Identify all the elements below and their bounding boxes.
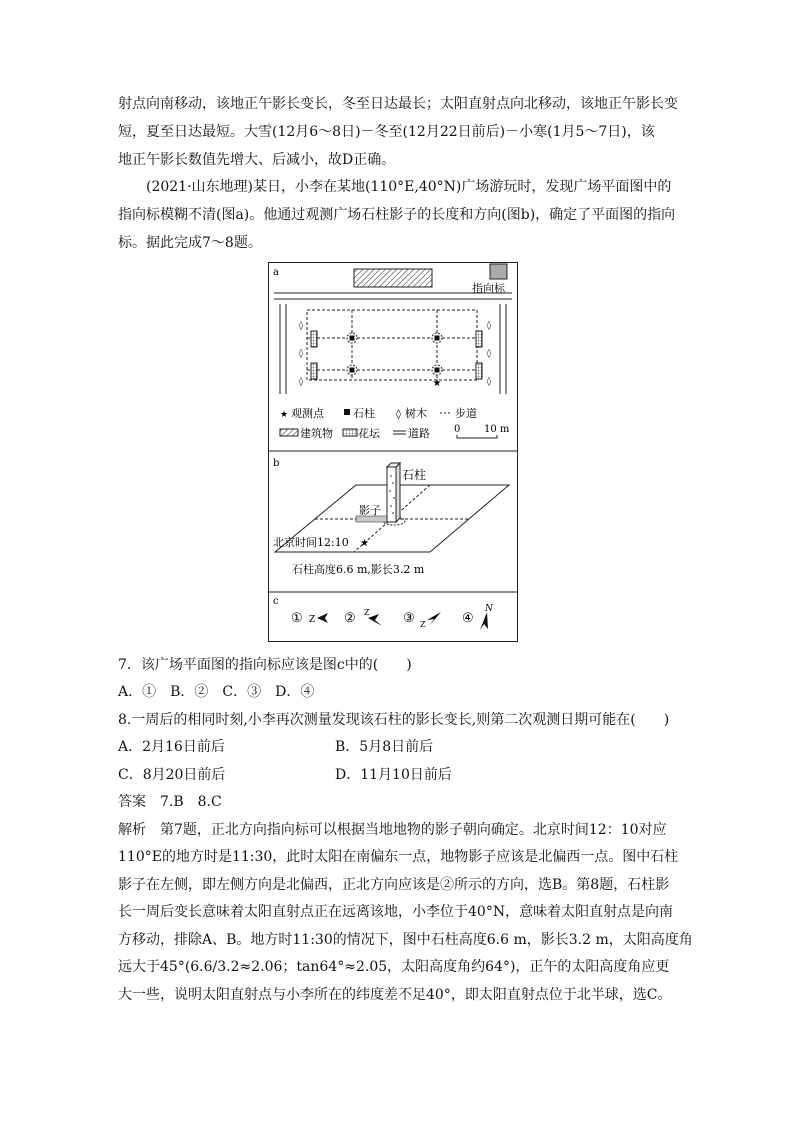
- tree-icon: ◊: [396, 409, 401, 420]
- tree-icon: ◊: [298, 377, 304, 387]
- pointer-label: 指向标: [472, 282, 505, 295]
- observe-point-icon: ★: [432, 378, 442, 389]
- option-1: ①: [291, 611, 303, 626]
- flower-bed: [476, 363, 482, 379]
- panel-a-label: a: [273, 267, 279, 278]
- tree-icon: ◊: [486, 321, 492, 331]
- pillar-label: 石柱: [402, 468, 427, 482]
- pillar: [432, 333, 442, 343]
- analysis-line: 方移动，排除A、B。地方时11:30的情况下，图中石柱高度6.6 m，影长3.2 m，太阳高度角: [118, 932, 693, 948]
- time-label: 北京时间12:10: [273, 536, 349, 549]
- analysis-line: 影子在左侧，即左侧方向是北偏西，正北方向应该是②所示的方向，选B。第8题，石柱影: [118, 877, 670, 893]
- text-line: 标。据此完成7～8题。: [118, 235, 262, 251]
- pillar: [347, 365, 357, 375]
- legend-pillar: 石柱: [353, 407, 375, 420]
- flower-bed: [311, 363, 317, 379]
- text-line: 短，夏至日达最短。大雪(12月6～8日)－冬至(12月22日前后)－小寒(1月5～7日)，该: [118, 124, 655, 140]
- analysis-line: 解析 第7题，正北方向指向标可以根据当地地物的影子朝向确定。北京时间12：10对应: [118, 822, 667, 838]
- text-line: 射点向南移动，该地正午影长变长，冬至日达最长；太阳直射点向北移动，该地正午影长变: [118, 96, 678, 112]
- shadow-label: 影子: [359, 504, 381, 517]
- question-8-option-c: C．8月20日前后: [118, 767, 226, 783]
- svg-text:Z: Z: [309, 615, 316, 625]
- text-line: 地正午影长数值先增大、后减小，故D正确。: [118, 152, 396, 168]
- legend-walk: 步道: [455, 407, 477, 420]
- text-line: (2021·山东地理)某日，小李在某地(110°E,40°N)广场游玩时，发现广场平面图中的: [146, 179, 672, 195]
- pillar-3d: [387, 467, 396, 522]
- north-letter: N: [485, 604, 493, 614]
- caption: 石柱高度6.6 m,影长3.2 m: [292, 563, 425, 576]
- pillar: [432, 365, 442, 375]
- option-2: ②: [344, 611, 356, 626]
- legend-road: 道路: [408, 427, 430, 440]
- analysis-line: 110°E的地方时是11:30，此时太阳在南偏东一点，地物影子应该是北偏西一点。图中石柱: [118, 849, 679, 865]
- svg-text:Z: Z: [420, 620, 426, 629]
- pillar-icon: [344, 409, 350, 415]
- tree-icon: ◊: [486, 349, 492, 359]
- panel-b-label: b: [273, 458, 280, 469]
- svg-text:Z: Z: [364, 608, 370, 617]
- pillar: [347, 333, 357, 343]
- question-8-option-a: A．2月16日前后: [118, 739, 225, 755]
- question-8-option-b: B．5月8日前后: [335, 739, 434, 755]
- analysis-line: 大一些，说明太阳直射点与小李所在的纬度差不足40°，即太阳直射点位于北半球，选C。: [118, 987, 672, 1003]
- tree-icon: ◊: [298, 321, 304, 331]
- flower-icon: [343, 429, 357, 436]
- legend-observe: 观测点: [291, 407, 324, 420]
- answer: 答案 7.B 8.C: [118, 794, 222, 810]
- panel-c-label: c: [273, 596, 279, 607]
- figure: [268, 262, 518, 642]
- question-8-option-d: D．11月10日前后: [335, 767, 452, 783]
- scale-zero: 0: [454, 424, 461, 435]
- observe-point-icon: ★: [360, 538, 369, 549]
- flower-bed: [311, 331, 317, 347]
- analysis-line: 长一周后变长意味着太阳直射点正在远离该地，小李位于40°N，意味着太阳直射点是向南: [118, 904, 674, 920]
- analysis-line: 远大于45°(6.6/3.2≈2.06；tan64°≈2.05，太阳高度角约64°)，正午的太阳高度角应更: [118, 959, 670, 975]
- option-3: ③: [403, 611, 415, 626]
- text-line: 指向标模糊不清(图a)。他通过观测广场石柱影子的长度和方向(图b)，确定了平面图的指向: [118, 207, 676, 223]
- tree-icon: ◊: [486, 377, 492, 387]
- legend-tree: 树木: [405, 407, 427, 420]
- legend-building: 建筑物: [300, 427, 333, 440]
- star-icon: ★: [280, 410, 289, 420]
- option-4: ④: [462, 611, 474, 626]
- tree-icon: ◊: [298, 349, 304, 359]
- legend-flower: 花坛: [358, 427, 380, 440]
- building: [354, 269, 432, 287]
- building-icon: [280, 429, 298, 436]
- scale-ten: 10 m: [484, 424, 510, 435]
- pointer-placeholder: [490, 264, 507, 279]
- question-8: 8.一周后的相同时刻,小李再次测量发现该石柱的影长变长,则第二次观测日期可能在( ): [118, 712, 670, 728]
- question-7-options: A．① B．② C．③ D．④: [118, 684, 315, 700]
- flower-bed: [476, 331, 482, 347]
- question-7: 7．该广场平面图的指向标应该是图c中的( ): [118, 657, 412, 673]
